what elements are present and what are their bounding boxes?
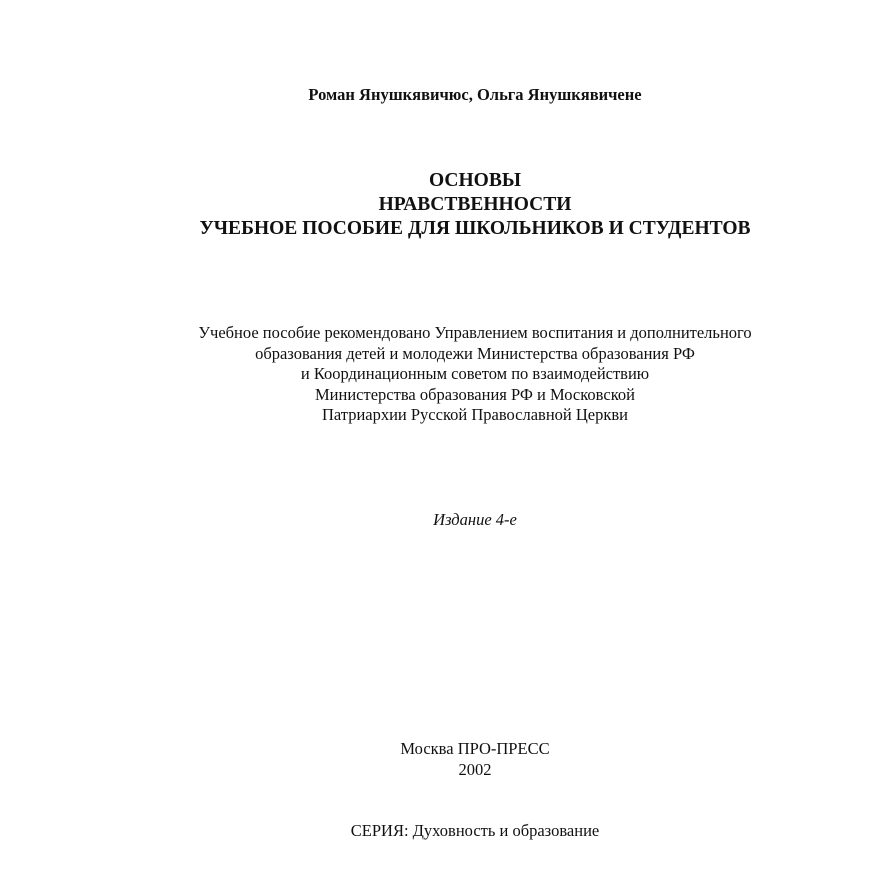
title-line: НРАВСТВЕННОСТИ — [378, 194, 572, 215]
recommendation-line: Министерства образования РФ и Московской — [315, 384, 635, 404]
edition-label: Издание 4-е — [433, 510, 517, 529]
book-title — [0, 169, 889, 241]
recommendation-line: образования детей и молодежи Министерства образования РФ — [255, 343, 695, 363]
recommendation-text — [0, 323, 889, 426]
publication-year: 2002 — [458, 760, 492, 779]
recommendation-line: Учебное пособие рекомендовано Управлением воспитания и дополнительного — [198, 323, 752, 342]
publisher-name: Москва ПРО-ПРЕСС — [400, 739, 550, 758]
publisher-info — [0, 738, 889, 780]
title-line: ОСНОВЫ — [429, 170, 521, 191]
authors: Роман Янушкявичюс, Ольга Янушкявичене — [308, 85, 642, 104]
title-line: УЧЕБНОЕ ПОСОБИЕ ДЛЯ ШКОЛЬНИКОВ И СТУДЕНТОВ — [199, 218, 751, 239]
series-label: СЕРИЯ: Духовность и образование — [350, 821, 600, 840]
recommendation-line: Патриархии Русской Православной Церкви — [321, 405, 629, 424]
recommendation-line: и Координационным советом по взаимодействию — [300, 364, 650, 383]
